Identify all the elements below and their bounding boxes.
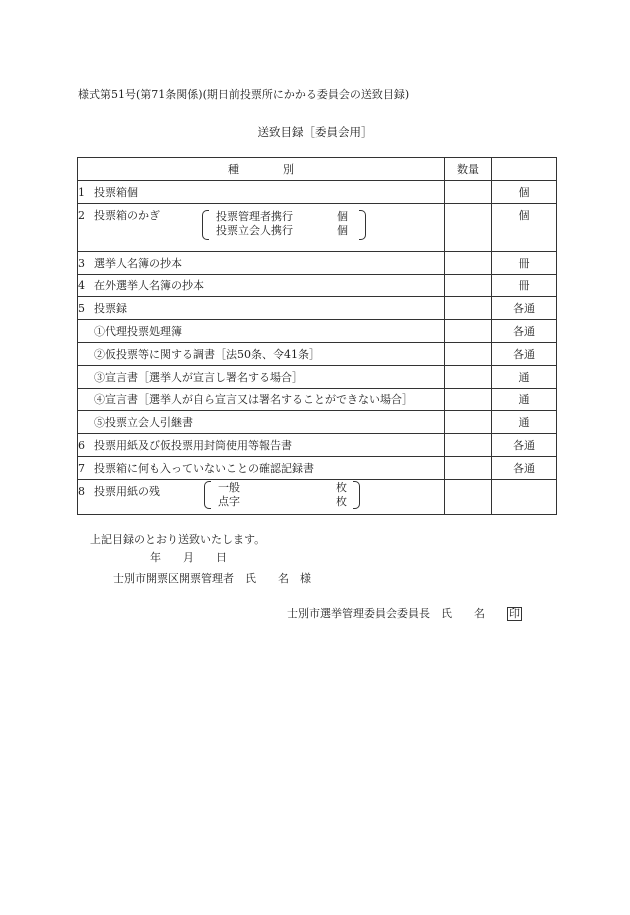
table-row: 5 投票録 各通 — [78, 297, 557, 320]
header-unit — [492, 158, 557, 181]
seal-mark: 印 — [509, 607, 520, 620]
table-row: ④宣言書［選挙人が自ら宣言又は署名することができない場合］ 通 — [78, 388, 557, 411]
table-row: 3 選挙人名簿の抄本 冊 — [78, 251, 557, 274]
document-title: 送致目録［委員会用］ — [257, 125, 373, 139]
table-row: 6 投票用紙及び仮投票用封筒使用等報告書 各通 — [78, 434, 557, 457]
form-number-heading: 様式第51号(第71条関係)(期日前投票所にかかる委員会の送致目録) — [78, 88, 410, 101]
table-row: 2 投票箱のかぎ 投票管理者携行 個 投票立会人携行 個 個 — [78, 203, 557, 251]
sender-line — [287, 605, 522, 621]
header-kind: 種 別 — [78, 158, 445, 181]
recipient-line: 士別市開票区開票管理者 氏 名 様 — [113, 572, 311, 585]
table-row: 8 投票用紙の残 一般 枚 点字 枚 — [78, 479, 557, 514]
remaining-ballots-bracket: 一般 枚 点字 枚 — [204, 481, 360, 509]
table-row: ①代理投票処理簿 各通 — [78, 320, 557, 343]
key-carrier-bracket: 投票管理者携行 個 投票立会人携行 個 — [202, 210, 366, 240]
sender-name: 士別市選挙管理委員会委員長 氏 名 — [287, 607, 485, 620]
closing-statement: 上記目録のとおり送致いたします。 — [90, 533, 266, 546]
table-header-row — [78, 158, 557, 181]
delivery-list-table — [77, 157, 557, 515]
table-row: 4 在外選挙人名簿の抄本 冊 — [78, 274, 557, 297]
table-row: 7 投票箱に何も入っていないことの確認記録書 各通 — [78, 456, 557, 479]
header-quantity: 数量 — [445, 158, 492, 181]
table-row: ②仮投票等に関する調書［法50条、令41条］ 各通 — [78, 342, 557, 365]
table-row: ⑤投票立会人引継書 通 — [78, 411, 557, 434]
table-row: ③宣言書［選挙人が宣言し署名する場合］ 通 — [78, 365, 557, 388]
table-row: 1 投票箱個 個 — [78, 181, 557, 204]
date-line: 年 月 日 — [150, 551, 227, 564]
